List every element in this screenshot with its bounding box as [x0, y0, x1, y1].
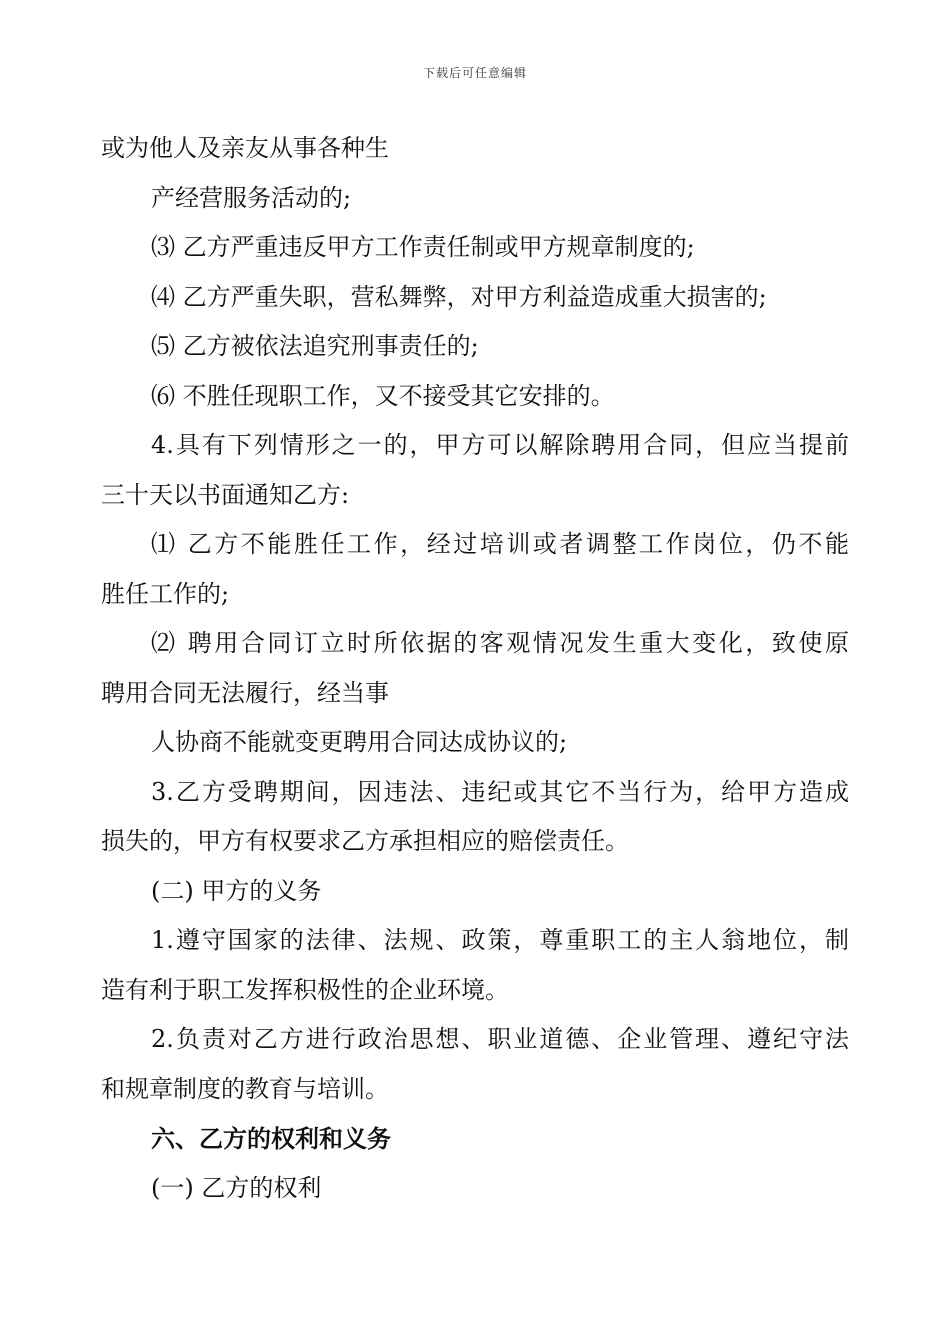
clause-item: 1.遵守国家的法律、法规、政策，尊重职工的主人翁地位，制 — [151, 926, 849, 954]
text-line: 造有利于职工发挥积极性的企业环境。 — [101, 975, 509, 1004]
text-line: 人协商不能就变更聘用合同达成协议的; — [151, 728, 568, 756]
document-body — [101, 124, 849, 1213]
list-item: ⑶ 乙方严重违反甲方工作责任制或甲方规章制度的; — [151, 233, 695, 261]
section-heading: 六、乙方的权利和义务 — [151, 1124, 391, 1153]
text-line: 聘用合同无法履行，经当事 — [101, 678, 389, 707]
list-item: ⑵ 聘用合同订立时所依据的客观情况发生重大变化，致使原 — [151, 629, 849, 657]
text-line: 损失的，甲方有权要求乙方承担相应的赔偿责任。 — [101, 827, 629, 855]
page-header: 下载后可任意编辑 — [422, 66, 527, 80]
list-item: ⑸ 乙方被依法追究刑事责任的; — [151, 332, 479, 360]
section-subheading: (二) 甲方的义务 — [151, 876, 322, 905]
list-item: ⑹ 不胜任现职工作，又不接受其它安排的。 — [151, 381, 615, 410]
clause-item: 3.乙方受聘期间，因违法、违纪或其它不当行为，给甲方造成 — [151, 777, 849, 806]
text-line: 三十天以书面通知乙方: — [101, 480, 350, 509]
list-item: ⑷ 乙方严重失职，营私舞弊，对甲方利益造成重大损害的; — [151, 282, 767, 311]
clause-item: 4.具有下列情形之一的，甲方可以解除聘用合同，但应当提前 — [151, 431, 849, 459]
list-item: ⑴ 乙方不能胜任工作，经过培训或者调整工作岗位，仍不能 — [151, 530, 849, 558]
text-line: 和规章制度的教育与培训。 — [101, 1074, 389, 1103]
text-line: 或为他人及亲友从事各种生 — [101, 134, 389, 162]
text-line: 胜任工作的; — [101, 579, 230, 608]
text-line: 产经营服务活动的; — [151, 183, 352, 212]
section-subheading: (一) 乙方的权利 — [151, 1173, 322, 1202]
clause-item: 2.负责对乙方进行政治思想、职业道德、企业管理、遵纪守法 — [151, 1025, 849, 1053]
